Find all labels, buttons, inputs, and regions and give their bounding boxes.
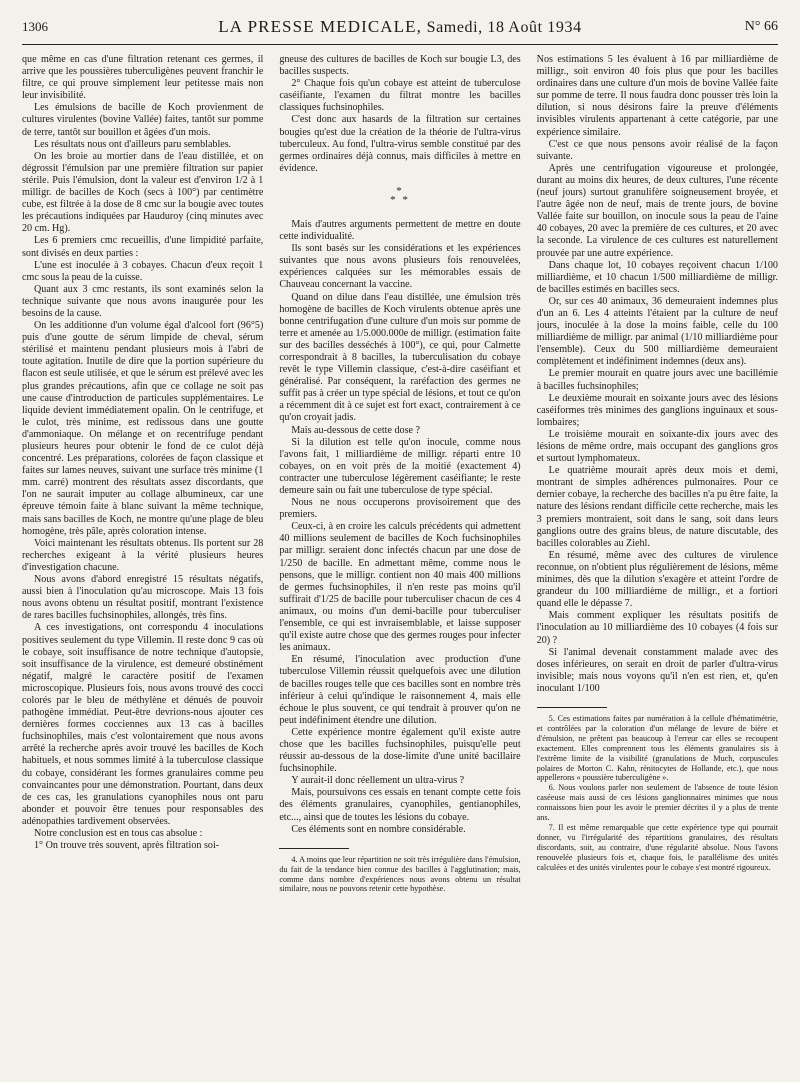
paragraph: Cette expérience montre également qu'il existe autre chose que les bacilles fuchsinophiles, puisqu'elle peut réussir au-dessous de la dose-limite d'une unité bacillaire fuchsinophile. bbox=[279, 726, 521, 775]
footnote-4: 4. A moins que leur répartition ne soit très irrégulière dans l'émulsion, du fait de la tendance bien connue des bacilles à l'agglutination; mais, comme dans nombre d'expériences nous avons obtenu un résultat similaire, nous ne pouvons retenir cette hypothèse. bbox=[279, 854, 521, 894]
paragraph: Nos estimations 5 les évaluent à 16 par milliardième de milligr., soit environ 40 fois plus que pour les bacilles ordinaires dans une culture d'un mois de bovine Vallée faite sur pomme de terre. Il nous faudra donc pousser très loin la dilution, si nous désirons faire la preuve d'éléments invisibles virulents appartenant à cette catégorie, par une expérience similaire. bbox=[536, 54, 778, 138]
issue-date: Samedi, 18 Août 1934 bbox=[426, 19, 582, 36]
column-left bbox=[22, 54, 263, 1074]
paragraph: Mais au-dessous de cette dose ? bbox=[291, 424, 420, 436]
paragraph: Ceux-ci, à en croire les calculs précédents qui admettent 40 millions seulement de bacilles de Koch fuchsinophiles par milligr. seraient donc infectés chacun par une dose de 1/250 de bacille. En admettant même, comme nous le pensons, que le milligr. contient non 40 mais 400 millions de germes fuchsinophiles, il n'en reste pas moins qu'il suffirait d'1/25 de bacille pour tuberculiser chacun de ces 4 animaux, ou moins d'un demi-bacille pour tuberculiser l'ensemble, ce qui est invraisemblable, et laisse supposer qu'il existe autre chose que des germes rouges pour infecter les animaux. bbox=[279, 521, 521, 654]
paragraph: Y aurait-il donc réellement un ultra-virus ? bbox=[291, 775, 465, 787]
column-right bbox=[537, 54, 778, 1074]
paragraph: En résumé, même avec des cultures de virulence reconnue, on n'obtient plus régulièrement de lésions, même minimes, dès que la dilution s'exagère et atteint l'ordre de grandeur du 100 milliardième de milligr., et a fortiori quand elle le dépasse 7. bbox=[536, 549, 778, 610]
separator-star-top: * bbox=[396, 184, 404, 197]
paragraph: Ces éléments sont en nombre considérable. bbox=[291, 823, 466, 835]
running-title bbox=[132, 17, 668, 37]
footnote-5: 5. Ces estimations faites par numération à la cellule d'hématimétrie, et contrôlées par la coloration d'un mélange de levure de bière et d'émulsion, ne prêtent pas beaucoup à l'erreur car elles se recoupent exactement. Elles comprennent tous les éléments granulaires sis à l'extrême limite de la visibilité (granulations de Much, corpuscules polaires de Morton C. Kahn, rénitocytes de Hollande, etc.), que nous appellerons « poussière tuberculigène ». bbox=[536, 713, 778, 783]
paragraph: que même en cas d'une filtration retenant ces germes, il arrive que les poussières tuberculigènes peuvent franchir le filtre, ce qui prouve simplement leur petitesse mais non leur invisibilité. bbox=[22, 54, 264, 102]
paragraph: Or, sur ces 40 animaux, 36 demeuraient indemnes plus d'un an 6. Les 4 atteints l'étaient par la culture de neuf jours, inoculée à la dose la moins faible, celle du 100 milliardième de milligr. par animal (1/10 milliardième pour l'ensemble). Ceux du 500 milliardième demeuraient complètement et indéfiniment indemnes (deux ans). bbox=[536, 295, 778, 368]
paragraph: gneuse des cultures de bacilles de Koch sur bougie L3, des bacilles suspects. bbox=[279, 54, 521, 78]
paragraph: 2° Chaque fois qu'un cobaye est atteint de tuberculose caséifiante, l'examen du filtrat montre les bacilles classiques fuchsinophiles. bbox=[279, 78, 521, 114]
paragraph: Dans chaque lot, 10 cobayes reçoivent chacun 1/100 milliardième, et 10 chacun 1/500 milliardième de milligr. de bacilles estimés en bacilles secs. bbox=[536, 259, 778, 295]
page-header bbox=[22, 10, 778, 45]
paragraph: Le deuxième mourait en soixante jours avec des lésions caséiformes très minimes des ganglions inguinaux et sous-lombaires; bbox=[536, 392, 778, 428]
paragraph: Mais comment expliquer les résultats positifs de l'inoculation au 10 milliardième des 10 cobayes (4 fois sur 20) ? bbox=[536, 610, 778, 646]
footnote-rule bbox=[537, 707, 607, 708]
paragraph: L'une est inoculée à 3 cobayes. Chacun d'eux reçoit 1 cmc sous la peau de la cuisse. bbox=[22, 259, 264, 283]
footnote-rule bbox=[279, 848, 349, 849]
paragraph: Voici maintenant les résultats obtenus. Ils portent sur 28 recherches exigeant à la vérité plusieurs heures d'investigation chacune. bbox=[22, 537, 264, 573]
paragraph: Les 6 premiers cmc recueillis, d'une limpidité parfaite, sont divisés en deux parties : bbox=[22, 235, 264, 259]
paragraph: C'est donc aux hasards de la filtration sur certaines bougies qu'est due la création de la théorie de l'ultra-virus tuberculeux. Au fond, l'ultra-virus semble constitué par des germes ordinaires déjà connus, mais difficiles à mettre en évidence. bbox=[279, 114, 521, 174]
paragraph: On les additionne d'un volume égal d'alcool fort (96°5) puis d'une goutte de sérum limpide de cheval, sérum stérilisé et maintenu pendant plusieurs mois à l'abri de toute agitation. Inutile de dire que la portion supérieure du flacon est seule utilisée, et que le sérum est prélevé avec les plus grandes précautions, afin que ce collage ne soit pas une cause d'introduction de particules supplémentaires. Le liquide devient immédiatement opalin. On le centrifuge, et le culot, très minime, est redissous dans une goutte d'ammoniaque. On mélange et on recentrifuge pendant plusieurs heures pour obtenir le fond de ce culot déjà concentré. Les préparations, colorées de façon classique et faites sur lames neuves, suivant une surface très minime (1 mm. carré) montrent des résultats assez discordants, que l'on ne saurait imputer au collage albumineux, car une épreuve témoin faite à blanc suivant la même technique, mais sans bacilles de Koch, ne montre qu'une plage de bleu homogène, très pâle, après coloration intense. bbox=[22, 320, 264, 537]
paragraph: Après une centrifugation vigoureuse et prolongée, durant au moins dix heures, de deux cultures, l'une récente (neuf jours) surtout granulifère soigneusement broyée, et l'autre âgée non de neuf, mais de trente jours, de bovine Vallée faite sur bouillon, on inocule sous la peau de l'aine 40 cobayes, 20 avec la première de ces cultures, et 20 avec la seconde. La virulence de ces cultures est naturellement prouvée par une autre expérience. bbox=[536, 162, 778, 259]
separator-star-bottom: * * bbox=[390, 193, 410, 206]
footnotes bbox=[537, 714, 778, 873]
paragraph: Si l'animal devenait constamment malade avec des doses inférieures, on serait en droit de parler d'ultra-virus invisible; mais nous voyons qu'il n'en est rien, et, qu'en inoculant 1/100 bbox=[536, 646, 778, 694]
journal-name: LA PRESSE MEDICALE, bbox=[218, 17, 422, 36]
paragraph: Quant aux 3 cmc restants, ils sont examinés selon la technique suivante que nous avons inaugurée pour les besoins de la cause. bbox=[22, 283, 264, 319]
paragraph: Mais d'autres arguments permettent de mettre en doute cette individualité. bbox=[279, 218, 521, 243]
footnote-7: 7. Il est même remarquable que cette expérience type qui pourrait donner, vu l'irrégularité des répartitions granulaires, des résultats discordants, soit, au contraire, d'une régularité absolue. Nous l'avons renouvelée plusieurs fois et, chaque fois, le parallélisme des unités calculées et des unités virulentes pour le cobaye s'est montré rigoureux. bbox=[536, 822, 778, 872]
paragraph: Le troisième mourait en soixante-dix jours avec des lésions de même ordre, mais occupant des ganglions gros et surtout lymphomateux. bbox=[536, 428, 778, 465]
paragraph: Mais, poursuivons ces essais en tenant compte cette fois des éléments granulaires, cyanophiles, gentianophiles, etc..., ainsi que de toutes les lésions du cobaye. bbox=[279, 787, 521, 823]
paragraph: 1° On trouve très souvent, après filtration soi- bbox=[34, 840, 220, 852]
paragraph: Nous avons d'abord enregistré 15 résultats négatifs, aussi bien à l'inoculation qu'au microscope. Mais 13 fois nous avons obtenu un résultat positif, montrant l'existence de rares bacilles fuchsinophiles, allongés, très fins. bbox=[22, 574, 264, 622]
paragraph: C'est ce que nous pensons avoir réalisé de la façon suivante. bbox=[536, 138, 778, 162]
article-columns bbox=[22, 54, 778, 1074]
paragraph: Les résultats nous ont d'ailleurs paru semblables. bbox=[34, 138, 232, 150]
paragraph: Nous ne nous occuperons provisoirement que des premiers. bbox=[279, 497, 521, 521]
paragraph: Le premier mourait en quatre jours avec une bacillémie à bacilles fuchsinophiles; bbox=[536, 368, 778, 392]
footnote-6: 6. Nous voulons parler non seulement de l'absence de toute lésion caséeuse mais aussi de ces lésions ganglionnaires minimes que nous connaissons bien pour les avoir le premier décrites il y a plus de trente ans. bbox=[536, 783, 778, 823]
paragraph: En résumé, l'inoculation avec production d'une tuberculose Villemin réussit quelquefois avec une dilution de bacilles rouges telle que ces bacilles sont en nombre très inférieur à celui qu'indique le raisonnement 4, mais elle échoue le plus souvent, ce qui tendrait à prouver qu'on ne peut indéfiniment étendre une dilution. bbox=[279, 654, 521, 726]
paragraph: Notre conclusion est en tous cas absolue : bbox=[34, 828, 203, 839]
paragraph: Les émulsions de bacille de Koch provienment de cultures virulentes (bovine Vallée) faites, tantôt sur pomme de terre, tantôt sur bouillon et âgées d'un mois. bbox=[22, 102, 264, 138]
paragraph: Le quatrième mourait après deux mois et demi, montrant de simples adhérences pulmonaires. Pour ce dernier cobaye, la recherche des bacilles n'a pu être faite, la nature des lésions rendant difficile cette recherche, mais les 3 premiers montraient, soit dans le sang, soit dans leurs ganglions outre des grains bleus, de nature discutable, des bacilles colorables au Ziehl. bbox=[536, 465, 778, 549]
paragraph: A ces investigations, ont correspondu 4 inoculations positives seulement du type Villemin. Il reste donc 9 cas où le cobaye, soit insuffisance de notre technique d'autopsie, soit insuffisance de la virulence, est demeuré obstinément négatif, malgré le caractère positif de l'examen microscopique. Plusieurs fois, nous avons trouvé des cocci colorés par le bleu de méthylène et dénués de pouvoir pathogène immédiat. Peut-être devrions-nous ajouter ces dernières formes cocciennes aux 13 cas à bacilles fuchsinophiles, mais c'est volontairement que nous avons arrêté la recherche après avoir trouvé les bacilles de Koch habituels, et nous sommes limité à la tuberculose classique du cobaye, considérant les formes granulaires comme peu convaincantes pour une démonstration. Pourtant, dans deux de ces cas, les granulations cyanophiles nous ont paru abonder et pouvoir être tenues pour responsables des adénopathies tardivement observées. bbox=[22, 622, 264, 827]
section-separator bbox=[279, 184, 520, 206]
issue-number: N° 66 bbox=[744, 19, 778, 34]
paragraph: On les broie au mortier dans de l'eau distillée, et on dégrossit l'émulsion par une première filtration sur papier stérile. Puis l'émulsion, dont la valeur est d'environ 1/2 à 1 milligr. de bacilles de Koch (secs à 100°) par centimètre cube, est filtrée à la dose de 8 cmc sur la bougie avec toutes les précautions indiquées par Hauduroy (cinq minutes avec 20 cm. Hg). bbox=[22, 150, 264, 235]
paragraph: Ils sont basés sur les considérations et les expériences suivantes que nous avons plusieurs fois renouvelées, expériences calquées sur les mémorables essais de Chauveau concernant la vaccine. bbox=[279, 243, 521, 291]
paragraph: Quand on dilue dans l'eau distillée, une émulsion très homogène de bacilles de Koch virulents obtenue après une bonne centrifugation d'une culture d'un mois sur pomme de terre et amenée au 1/5.000.000e de milligr. (estimation faite sur des bacilles desséchés à 100°), ce qui, pour Calmette correspondrait à 8 bacilles, la tuberculisation du cobaye revêt le type Villemin classique, c'est-à-dire caséifiant et généralisé. Par conséquent, la raréfaction des germes ne suffit pas à créer un type spécial de lésions, et tout ce qu'on a récemment dit à ce sujet est fort exact, contrairement à ce qu'on croyait jadis. bbox=[279, 291, 521, 424]
paragraph: Si la dilution est telle qu'on inocule, comme nous l'avons fait, 1 milliardième de milligr. réparti entre 10 cobayes, on en voit près de la moitié (exactement 4) contracter une tuberculose légèrement caséifiante; le reste demeure sain ou fait une tuberculose de type spécial. bbox=[279, 436, 521, 496]
column-middle bbox=[279, 54, 520, 1074]
page-number: 1306 bbox=[22, 19, 48, 34]
